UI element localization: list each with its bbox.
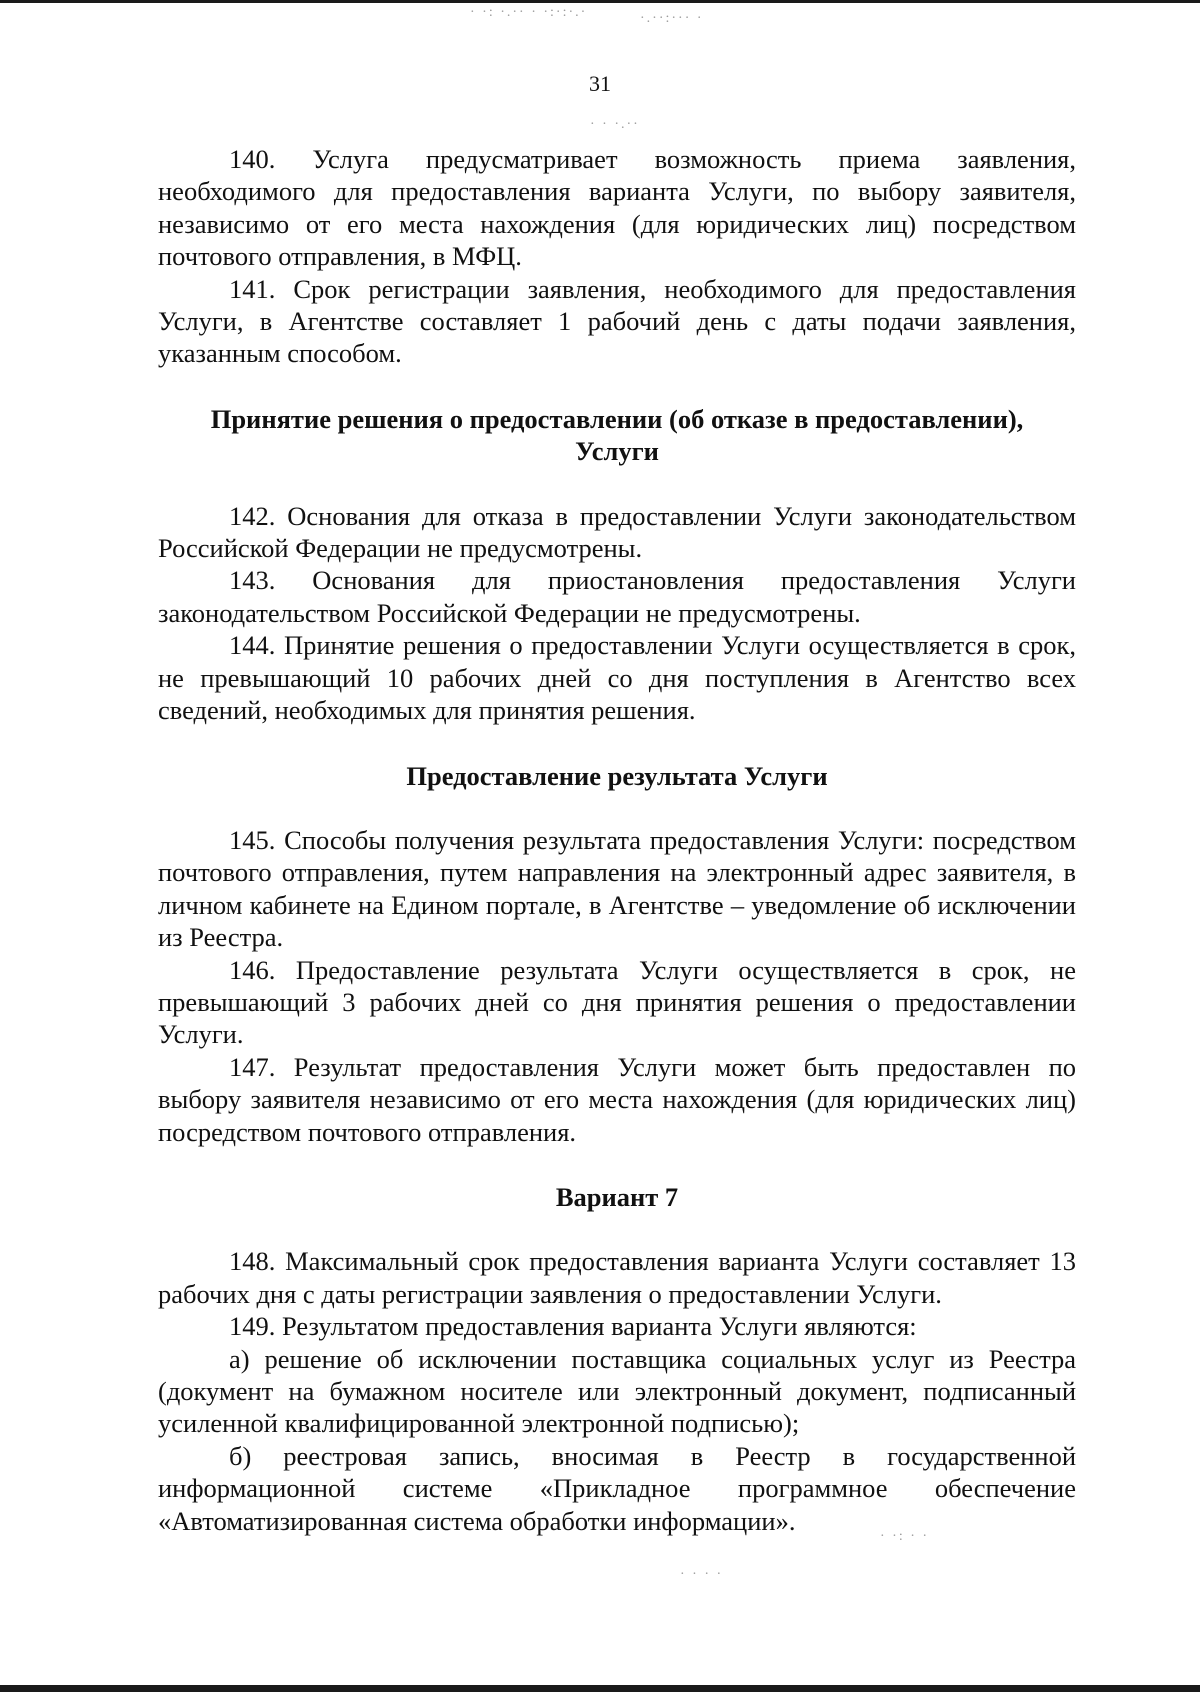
paragraph-149-b: б) реестровая запись, вносимая в Реестр в государственной информационной системе «Прикладное программное обеспечение «Автоматизированная система обработки информации». [158, 1440, 1076, 1536]
paragraph-148: 148. Максимальный срок предоставления варианта Услуги составляет 13 рабочих дня с даты регистрации заявления о предоставлении Услуги. [158, 1246, 1076, 1309]
page-number: 31 [589, 71, 611, 96]
paragraph-143: 143. Основания для приостановления предоставления Услуги законодательством Российской Федерации не предусмотрены. [158, 565, 1076, 628]
paragraph-142: 142. Основания для отказа в предоставлении Услуги законодательством Российской Федерации не предусмотрены. [158, 500, 1076, 564]
paragraph-141: 141. Срок регистрации заявления, необходимого для предоставления Услуги, в Агентстве составляет 1 рабочий день с даты подачи заявления, указанным способом. [158, 273, 1076, 369]
paragraph-140: 140. Услуга предусматривает возможность приема заявления, необходимого для предоставления варианта Услуги, по выбору заявителя, независимо от его места нахождения (для юридических лиц) посредством почтового отправления, в МФЦ. [158, 144, 1076, 272]
section-heading-variant-7: Вариант 7 [555, 1181, 679, 1212]
paragraph-145: 145. Способы получения результата предоставления Услуги: посредством почтового отправления, путем направления на электронный адрес заявителя, в личном кабинете на Едином портале, в Агентстве – уведомление об исключении из Реестра. [158, 824, 1076, 953]
paragraph-147: 147. Результат предоставления Услуги может быть предоставлен по выбору заявителя независимо от его места нахождения (для юридических лиц) посредством почтового отправления. [158, 1051, 1076, 1147]
section-heading-decision [158, 403, 1076, 468]
scan-speckle: · · ·.·· [590, 117, 640, 132]
heading-line-2: Услуги [575, 436, 659, 467]
section-heading-result: Предоставление результата Услуги [406, 760, 828, 791]
paragraph-146: 146. Предоставление результата Услуги осуществляется в срок, не превышающий 3 рабочих дней со дня принятия решения о предоставлении Услуги. [158, 954, 1076, 1050]
scan-bottom-edge [0, 1685, 1200, 1692]
scan-speckle: · ·: ·.·· · ·:·:·.· [470, 5, 588, 20]
scan-speckle: · ·: · · [880, 1529, 930, 1544]
paragraph-149-a: а) решение об исключении поставщика социальных услуг из Реестра (документ на бумажном носителе или электронный документ, подписанный усиленной квалифицированной электронной подписью); [158, 1343, 1076, 1439]
heading-line-1: Принятие решения о предоставлении (об отказе в предоставлении), [210, 403, 1024, 434]
scan-speckle: · · · · [680, 1567, 724, 1582]
paragraph-144: 144. Принятие решения о предоставлении Услуги осуществляется в срок, не превышающий 10 рабочих дней со дня поступления в Агентство всех сведений, необходимых для принятия решения. [158, 630, 1076, 726]
document-body [158, 143, 1076, 1537]
scan-speckle: ·.··:··· · [640, 11, 704, 26]
scan-top-edge [0, 0, 1200, 3]
paragraph-149: 149. Результатом предоставления варианта Услуги являются: [229, 1311, 917, 1342]
